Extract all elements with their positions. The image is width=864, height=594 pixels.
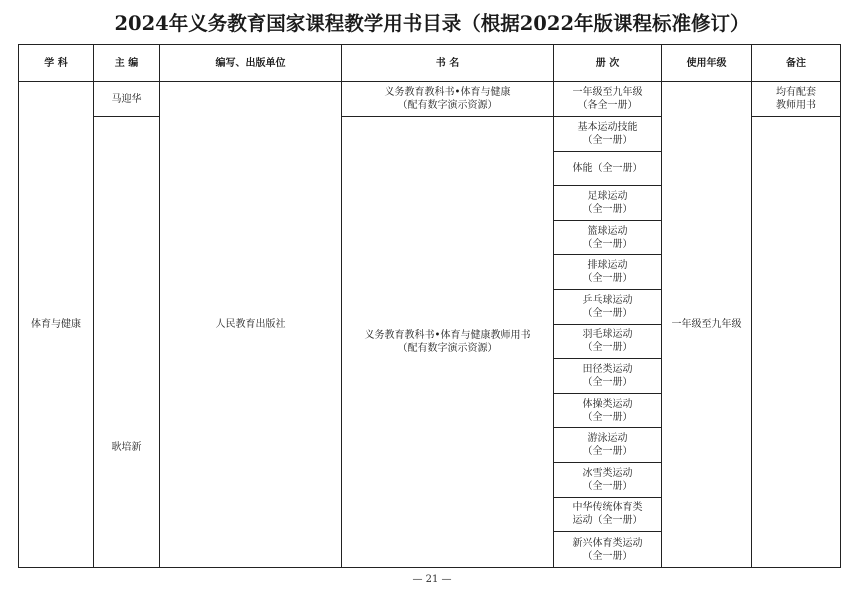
volume-name: 中华传统体育类 (572, 502, 643, 514)
book-name-note: （配有数字演示资源） (397, 343, 498, 355)
volume-name: 体操类运动 (582, 398, 633, 410)
grade-cell: 一年级至九年级 (662, 82, 752, 568)
volume-detail: （全一册） (582, 411, 633, 423)
volume-name: 足球运动 (587, 190, 628, 202)
volume-name: 冰雪类运动 (582, 467, 633, 479)
volume-detail: （全一册） (582, 273, 633, 285)
volume-cell (554, 497, 662, 532)
volume-name: 乒乓球运动 (582, 294, 633, 306)
table-row (19, 82, 841, 117)
volume-name: 基本运动技能 (577, 121, 638, 133)
volume-detail: （全一册） (582, 203, 633, 215)
volume-cell (554, 359, 662, 394)
publisher-cell: 人民教育出版社 (160, 82, 342, 568)
volume-cell (554, 117, 662, 152)
volume-detail: （全一册） (582, 342, 633, 354)
remarks-cell (752, 82, 841, 117)
header-volume: 册 次 (554, 45, 662, 82)
book-name-line: 义务教育教科书•体育与健康 (384, 87, 511, 98)
volume-cell (554, 151, 662, 186)
header-editor: 主 编 (94, 45, 160, 82)
volume-name: 篮球运动 (587, 225, 628, 237)
page-title: 2024年义务教育国家课程教学用书目录（根据2022年版课程标准修订） (114, 12, 750, 35)
remarks-line: 均有配套 (776, 87, 816, 98)
remarks-cell (752, 117, 841, 568)
volume-detail: 运动（全一册） (572, 515, 643, 527)
volume-detail: （全一册） (582, 480, 633, 492)
header-book-name: 书 名 (342, 45, 554, 82)
volume-cell (554, 186, 662, 221)
header-subject: 学 科 (19, 45, 94, 82)
volume-cell (554, 255, 662, 290)
editor-cell (94, 117, 160, 568)
volume-detail: （全一册） (582, 550, 633, 562)
editor-cell: 马迎华 (94, 82, 160, 117)
volume-cell (554, 289, 662, 324)
header-row (19, 45, 841, 82)
volume-name: 排球运动 (587, 260, 628, 272)
volume-name: 体能（全一册） (572, 162, 643, 174)
book-name-cell (342, 82, 554, 117)
volume-cell (554, 393, 662, 428)
header-grade: 使用年级 (662, 45, 752, 82)
volume-cell (554, 324, 662, 359)
volume-cell (554, 532, 662, 568)
volume-name: 一年级至九年级 (572, 87, 643, 98)
header-publisher: 编写、出版单位 (160, 45, 342, 82)
remarks-line: 教师用书 (776, 100, 816, 111)
volume-detail: （全一册） (582, 446, 633, 458)
volume-detail: （全一册） (582, 238, 633, 250)
book-name-cell (342, 117, 554, 568)
header-remarks: 备注 (752, 45, 841, 82)
volume-detail: （全一册） (582, 134, 633, 146)
volume-name: 羽毛球运动 (582, 329, 633, 341)
volume-cell (554, 82, 662, 117)
book-name-note: （配有数字演示资源） (397, 100, 498, 111)
volume-detail: （全一册） (582, 376, 633, 388)
volume-cell (554, 428, 662, 463)
book-name-line: 义务教育教科书•体育与健康教师用书 (364, 330, 531, 342)
volume-detail: （各全一册） (577, 100, 638, 111)
catalog-table (18, 44, 841, 568)
volume-name: 游泳运动 (587, 433, 628, 445)
volume-name: 田径类运动 (582, 363, 633, 375)
volume-cell (554, 462, 662, 497)
editor-name: 耿培新 (111, 441, 142, 453)
volume-name: 新兴体育类运动 (572, 537, 643, 549)
subject-cell: 体育与健康 (19, 82, 94, 568)
page-number: — 21 — (412, 574, 452, 585)
volume-detail: （全一册） (582, 307, 633, 319)
volume-cell (554, 220, 662, 255)
